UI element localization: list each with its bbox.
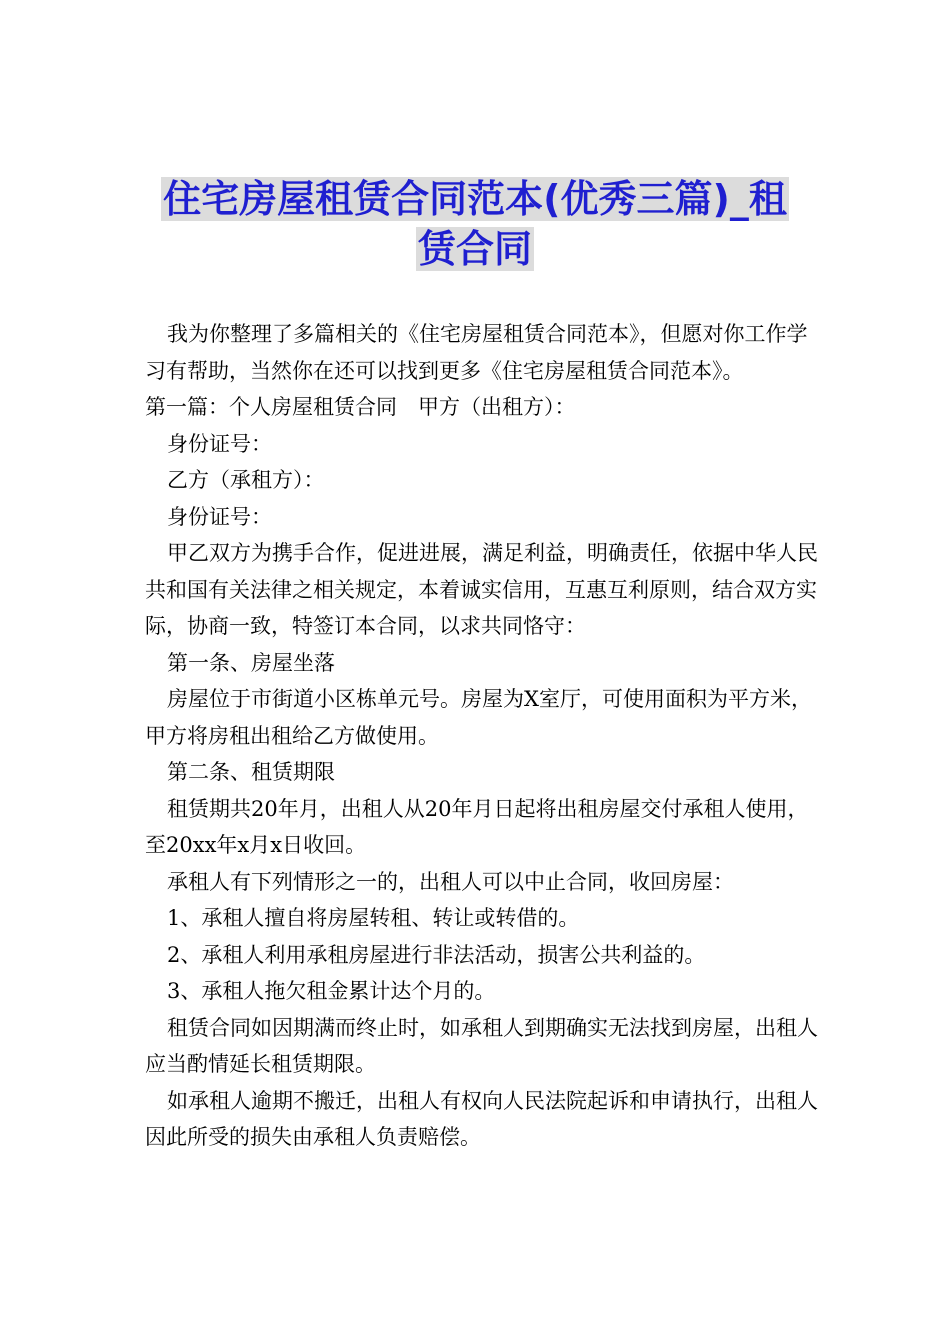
expiry-paragraph: 租赁合同如因期满而终止时，如承租人到期确实无法找到房屋，出租人应当酌情延长租赁期限。 bbox=[145, 1015, 818, 1076]
intro-paragraph: 我为你整理了多篇相关的《住宅房屋租赁合同范本》，但愿对你工作学习有帮助，当然你在还可以找到更多《住宅房屋租赁合同范本》。 bbox=[145, 322, 808, 383]
termination-conditions-paragraph: 承租人有下列情形之一的，出租人可以中止合同，收回房屋： bbox=[167, 869, 734, 894]
preamble-paragraph: 甲乙双方为携手合作，促进进展，满足利益，明确责任，依据中华人民共和国有关法律之相关规定，本着诚实信用，互惠互利原则，结合双方实际，协商一致，特签订本合同，以求共同恪守： bbox=[145, 541, 818, 638]
document-body bbox=[145, 316, 820, 1156]
party-b-field: 乙方（承租方）： bbox=[167, 468, 325, 492]
party-a-id-field: 身份证号： bbox=[167, 431, 272, 456]
article-2-heading: 第二条、租赁期限 bbox=[167, 760, 335, 784]
article-1-heading: 第一条、房屋坐落 bbox=[167, 650, 335, 675]
document-title bbox=[140, 174, 810, 274]
section-heading-part-one: 第一篇：个人房屋租赁合同 甲方（出租方）： bbox=[145, 395, 576, 419]
list-item: 1、承租人擅自将房屋转租、转让或转借的。 bbox=[167, 906, 580, 930]
overdue-paragraph: 如承租人逾期不搬迁，出租人有权向人民法院起诉和申请执行，出租人因此所受的损失由承租人负责赔偿。 bbox=[145, 1088, 818, 1149]
list-item: 2、承租人利用承租房屋进行非法活动，损害公共利益的。 bbox=[167, 942, 706, 967]
party-b-id-field: 身份证号： bbox=[167, 504, 272, 529]
article-1-paragraph: 房屋位于市街道小区栋单元号。房屋为X室厅，可使用面积为平方米，甲方将房租出租给乙方做使用。 bbox=[145, 687, 812, 748]
list-item: 3、承租人拖欠租金累计达个月的。 bbox=[167, 979, 496, 1003]
document-title-line-2: 赁合同 bbox=[417, 227, 532, 271]
document-title-line-1: 住宅房屋租赁合同范本(优秀三篇)_租 bbox=[163, 177, 787, 221]
article-2-paragraph: 租赁期共20年月，出租人从20年月日起将出租房屋交付承租人使用，至20xx年x月x日收回。 bbox=[145, 796, 809, 857]
